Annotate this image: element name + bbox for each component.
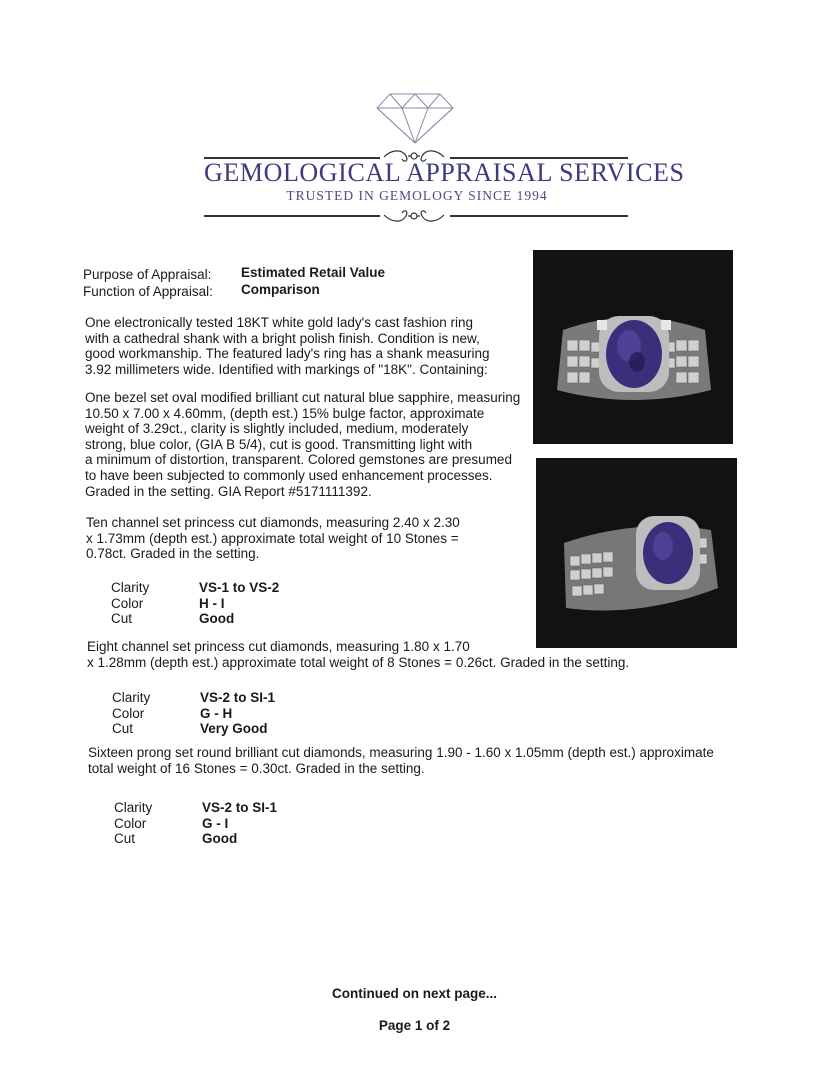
ring-photo-angle xyxy=(536,458,737,648)
ring-photo-front xyxy=(533,250,733,444)
diamond-group-2-grades xyxy=(112,690,275,737)
grade-value: VS-1 to VS-2 xyxy=(199,580,280,595)
description-line: good workmanship. The featured lady's ring has a shank measuring xyxy=(85,346,490,362)
grade-value: G - H xyxy=(200,705,233,721)
grade-row xyxy=(114,800,277,816)
grade-label: Cut xyxy=(111,611,133,627)
page-number: Page 1 of 2 xyxy=(378,1018,451,1033)
diamond-group-line: 0.78ct. Graded in the setting. xyxy=(86,546,260,562)
grade-value: Very Good xyxy=(200,721,268,737)
continued-note: Continued on next page... xyxy=(332,986,497,1001)
diamond-group-line: x 1.73mm (depth est.) approximate total weight of 10 Stones = xyxy=(86,530,459,546)
description-line: One electronically tested 18KT white gold lady's cast fashion ring xyxy=(85,315,474,330)
center-stone-line: a minimum of distortion, transparent. Colored gemstones are presumed xyxy=(85,452,512,468)
company-name: GEMOLOGICAL APPRAISAL SERVICES xyxy=(204,158,685,187)
function-value xyxy=(241,281,320,298)
center-stone-description xyxy=(85,390,520,499)
center-stone-line: strong, blue color, (GIA B 5/4), cut is good. Transmitting light with xyxy=(85,436,473,452)
diamond-group-line: Sixteen prong set round brilliant cut diamonds, measuring 1.90 - 1.60 x 1.05mm (depth est.) approximate xyxy=(88,745,714,760)
diamond-group-line: Eight channel set princess cut diamonds, measuring 1.80 x 1.70 xyxy=(87,639,470,654)
grade-row xyxy=(114,816,277,832)
grade-row xyxy=(114,831,277,847)
logo-rule-bottom-left xyxy=(204,215,380,217)
grade-label: Cut xyxy=(112,721,134,737)
grade-value: Good xyxy=(199,611,235,627)
grade-row xyxy=(111,580,279,596)
description-line: 3.92 millimeters wide. Identified with markings of "18K". Containing: xyxy=(85,361,488,377)
grade-row xyxy=(112,706,275,722)
function-label: Function of Appraisal: xyxy=(83,284,213,299)
diamond-group-3-grades xyxy=(114,800,277,847)
function-value-text: Comparison xyxy=(241,282,320,297)
center-stone-line: Graded in the setting. GIA Report #5171111392. xyxy=(85,483,372,499)
grade-label: Color xyxy=(111,595,144,611)
purpose-value xyxy=(241,264,385,281)
purpose-value-text: Estimated Retail Value xyxy=(241,265,386,280)
grade-label: Clarity xyxy=(111,580,150,595)
center-stone-line: weight of 3.29ct., clarity is slightly included, medium, moderately xyxy=(85,421,469,437)
ring-description xyxy=(85,315,490,377)
grade-value: VS-2 to SI-1 xyxy=(202,800,278,815)
grade-row xyxy=(112,690,275,706)
diamond-logo-icon xyxy=(376,92,454,144)
company-tagline: TRUSTED IN GEMOLOGY SINCE 1994 xyxy=(286,188,548,203)
grade-label: Clarity xyxy=(114,800,153,815)
diamond-group-1-grades xyxy=(111,580,279,627)
flourish-bottom-icon xyxy=(382,207,446,225)
center-stone-line: 10.50 x 7.00 x 4.60mm, (depth est.) 15% bulge factor, approximate xyxy=(85,405,485,421)
logo-rule-bottom-right xyxy=(450,215,628,217)
grade-value: H - I xyxy=(199,595,225,611)
center-stone-line: One bezel set oval modified brilliant cut natural blue sapphire, measuring xyxy=(85,390,521,405)
grade-value: VS-2 to SI-1 xyxy=(200,690,276,705)
center-stone-line: to have been subjected to commonly used enhancement processes. xyxy=(85,467,493,483)
grade-value: Good xyxy=(202,831,238,847)
grade-label: Clarity xyxy=(112,690,151,705)
grade-value: G - I xyxy=(202,815,229,831)
grade-label: Color xyxy=(112,705,145,721)
diamond-group-line: x 1.28mm (depth est.) approximate total weight of 8 Stones = 0.26ct. Graded in the setting. xyxy=(87,654,630,670)
grade-label: Cut xyxy=(114,831,136,847)
diamond-group-line: total weight of 16 Stones = 0.30ct. Graded in the setting. xyxy=(88,760,425,776)
description-line: with a cathedral shank with a bright polish finish. Condition is new, xyxy=(85,330,480,346)
grade-row xyxy=(112,721,275,737)
purpose-label: Purpose of Appraisal: xyxy=(83,267,212,282)
diamond-group-3-description xyxy=(88,745,714,776)
grade-row xyxy=(111,596,279,612)
grade-label: Color xyxy=(114,815,147,831)
grade-row xyxy=(111,611,279,627)
diamond-group-1-description xyxy=(86,515,460,562)
diamond-group-line: Ten channel set princess cut diamonds, measuring 2.40 x 2.30 xyxy=(86,515,460,530)
